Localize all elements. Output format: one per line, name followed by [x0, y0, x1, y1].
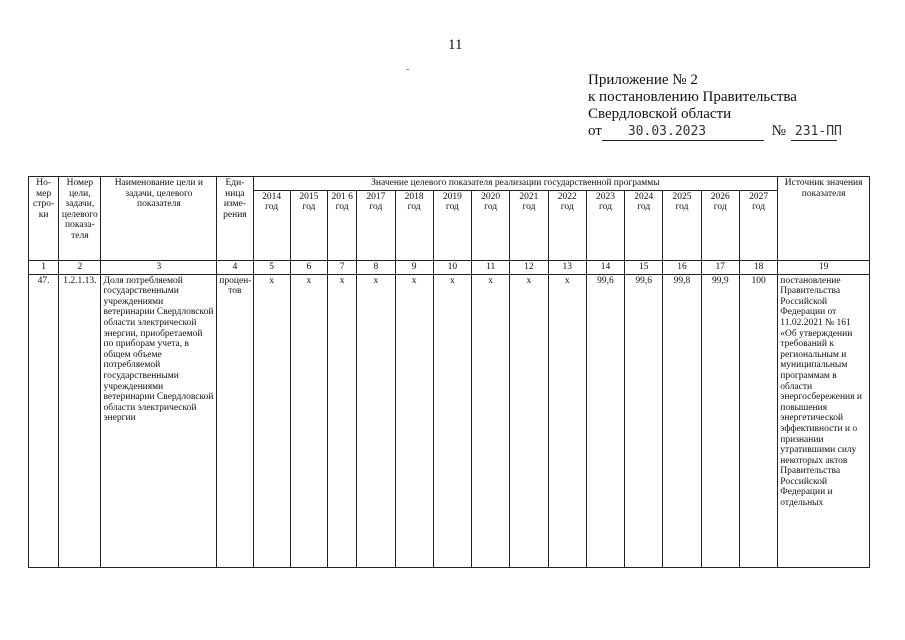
index-cell: 15 — [625, 260, 663, 274]
value-2014-cell: x — [253, 274, 290, 567]
header-year: 2024 год — [625, 190, 663, 260]
value-2024-cell: 99,6 — [625, 274, 663, 567]
appendix-region-line: Свердловской области — [588, 106, 732, 122]
value-2016-cell: x — [328, 274, 357, 567]
indicator-name-cell: Доля потребляемой государственными учреждениями ветеринарии Свердловской области электрической энергии, приобретаемой по приборам учета, в общем объеме потребляемой государственными учреждениями ветеринарии Свердловской области электрической энергии — [101, 274, 217, 567]
index-cell: 6 — [290, 260, 327, 274]
goal-number-cell: 1.2.1.13. — [59, 274, 101, 567]
header-year: 2027 год — [739, 190, 777, 260]
index-cell: 7 — [328, 260, 357, 274]
index-cell: 9 — [395, 260, 433, 274]
header-year: 2023 год — [586, 190, 624, 260]
index-row — [29, 260, 870, 274]
header-year: 2017 год — [357, 190, 395, 260]
value-2025-cell: 99,8 — [663, 274, 701, 567]
header-row-1 — [29, 177, 870, 191]
index-cell: 11 — [472, 260, 510, 274]
index-cell: 13 — [548, 260, 586, 274]
index-cell: 19 — [778, 260, 870, 274]
index-cell: 3 — [101, 260, 217, 274]
value-2027-cell: 100 — [739, 274, 777, 567]
index-cell: 18 — [739, 260, 777, 274]
stray-mark: - — [406, 64, 410, 75]
header-year: 2025 год — [663, 190, 701, 260]
appendix-resolution-line: к постановлению Правительства — [588, 89, 797, 105]
header-year: 2021 год — [510, 190, 548, 260]
index-cell: 4 — [217, 260, 253, 274]
index-cell: 8 — [357, 260, 395, 274]
value-2021-cell: x — [510, 274, 548, 567]
value-2026-cell: 99,9 — [701, 274, 739, 567]
value-2018-cell: x — [395, 274, 433, 567]
value-2020-cell: x — [472, 274, 510, 567]
index-cell: 17 — [701, 260, 739, 274]
appendix-title: Приложение № 2 — [588, 72, 698, 88]
header-year: 2022 год — [548, 190, 586, 260]
number-sign: № — [771, 123, 786, 139]
header-year: 201 6 год — [328, 190, 357, 260]
date-number-line — [588, 123, 842, 141]
header-year: 2020 год — [472, 190, 510, 260]
header-goal-number: Номер цели, задачи, целевого показа-теля — [59, 177, 101, 261]
unit-cell: процен-тов — [217, 274, 253, 567]
index-cell: 5 — [253, 260, 290, 274]
index-cell: 16 — [663, 260, 701, 274]
index-cell: 12 — [510, 260, 548, 274]
header-name: Наименование цели и задачи, целевого показателя — [101, 177, 217, 261]
value-2019-cell: x — [433, 274, 471, 567]
header-year: 2019 год — [433, 190, 471, 260]
page-number: 11 — [448, 37, 463, 53]
value-2022-cell: x — [548, 274, 586, 567]
header-unit: Еди-ница изме-рения — [217, 177, 253, 261]
header-values-group: Значение целевого показателя реализации государственной программы — [253, 177, 778, 191]
from-prefix: от — [588, 123, 602, 139]
indicator-table — [28, 176, 870, 568]
resolution-number: 231-ПП — [791, 125, 837, 141]
value-2017-cell: x — [357, 274, 395, 567]
header-year: 2018 год — [395, 190, 433, 260]
header-row-number: Но-мер стро-ки — [29, 177, 59, 261]
index-cell: 14 — [586, 260, 624, 274]
appendix-header — [588, 72, 842, 141]
index-cell: 2 — [59, 260, 101, 274]
header-year: 2014 год — [253, 190, 290, 260]
source-cell — [778, 274, 870, 567]
value-2015-cell: x — [290, 274, 327, 567]
index-cell: 10 — [433, 260, 471, 274]
index-cell: 1 — [29, 260, 59, 274]
row-number-cell: 47. — [29, 274, 59, 567]
header-year: 2026 год — [701, 190, 739, 260]
table-row — [29, 274, 870, 567]
header-year: 2015 год — [290, 190, 327, 260]
value-2023-cell: 99,6 — [586, 274, 624, 567]
header-source: Источник значения показателя — [778, 177, 870, 261]
resolution-date: 30.03.2023 — [602, 125, 764, 141]
source-text: постановление Правительства Российской Федерации от 11.02.2021 № 161 «Об утверждении требований к региональным и муниципальным программам в области энергосбережения и повышения энергетической эффективности и о признании утратившими силу некоторых актов Правительства Российской Федерации и отдельных — [780, 275, 862, 509]
